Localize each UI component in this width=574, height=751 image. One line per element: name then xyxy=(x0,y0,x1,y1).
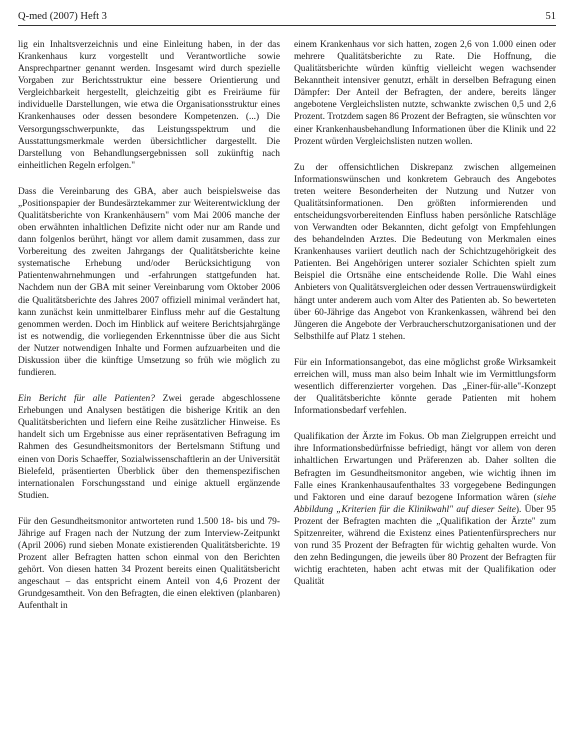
paragraph: Für ein Informationsangebot, das eine möglichst große Wirksamkeit erreichen will, muss man also beim Inhalt wie im Vermittlungsform wesentlich differenzierter vorgehen. Das „Einer-für-alle"-Konzept der Qualitätsberichte könnte gerade Patienten mit hohem Informationsbedarf verfehlen. xyxy=(294,357,556,417)
paragraph: einem Krankenhaus vor sich hatten, zogen 2,6 von 1.000 einen oder mehrere Qualitätsberichte zu Rate. Die Hoffnung, die Qualitätsberichte würden künftig vielleicht wegen wachsender Bekanntheit intensiver genutzt, erhält in derselben Befragung einen Dämpfer: Der Anteil der Befragten, der andere, bereits länger angebotene Vergleichslisten nutzte, schwankte zwischen 0,5 und 2,6 Prozent. Trotzdem sagen 86 Prozent der Befragten, sie wünschten vor einer Krankenhausbehandlung Informationen über die Klinik und 22 Prozent würden Vergleichslisten nutzen wollen. xyxy=(294,40,556,147)
paragraph-text: Zwei gerade abgeschlossene Erhebungen und Analysen bestätigen die bisherige Kritik an den Qualitätsberichten und liefern eine Reihe zusätzlicher Hinweise. Es handelt sich um Ergebnisse aus einer repräsentativen Befragung im Rahmen des Gesundheitsmonitors der Bertelsmann Stiftung und einen von Doris Schaeffer, Sozialwissenschaftlerin an der Universität Bielefeld, präsentierten Überblick über den themenspezifischen internationalen Forschungsstand und einige aktuell ergänzende Studien. xyxy=(18,394,280,501)
paragraph-text: Qualifikation der Ärzte im Fokus. Ob man Zielgruppen erreicht und ihre Informationsbedürfnisse befriedigt, hängt vor allem von deren inhaltlichen Erwartungen und Präferenzen ab. Daher sollten die Befragten im Gesundheitsmonitor angeben, wie wichtig ihnen im Falle eines Krankenhausaufenthaltes 33 vorgegebene Bedingungen und Faktoren und eine darauf bezogene Information wären ( xyxy=(294,432,556,503)
figure-reference: siehe Abbildung „Kriterien für die Klinikwahl" auf dieser Seite xyxy=(294,492,556,515)
paragraph: Dass die Vereinbarung des GBA, aber auch beispielsweise das „Positionspapier der Bundesärztekammer zur Weiterentwicklung der Qualitätsberichte von Krankenhäusern" vom Mai 2006 manche der oben erwähnten inhaltlichen Defizite nicht oder nur am Rande und dann folgenlos berührt, hängt vor allem damit zusammen, dass zur Vorbereitung des zweiten Jahrgangs der Qualitätsberichte keine systematische Erhebung und/oder Berücksichtigung von Patientenwahrnehmungen und -erfahrungen stattgefunden hat. Nachdem nun der GBA mit seiner Vereinbarung vom Oktober 2006 die Qualitätsberichte des Jahres 2007 offiziell minimal verändert hat, kann zunächst kein unmittelbarer Einfluss mehr auf die Gestaltung genommen werden. Doch im Hinblick auf weitere Berichtsjahrgänge ist es notwendig, die vorliegenden Erkenntnisse über die aus Sicht der Nutzer notwendigen Inhalte und Formen aufzuarbeiten und die Diskussion über die künftige Umsetzung so früh wie möglich zu fundieren. xyxy=(18,186,280,379)
header-rule xyxy=(18,25,556,26)
paragraph-text: ). Über 95 Prozent der Befragten machten die „Qualifikation der Ärzte" zum Spitzenreiter, während die Existenz eines Patientenfürsprechers nur von rund 35 Prozent der Befragten für wichtig gehalten wurde. Von den zehn Bedingungen, die jeweils über 80 Prozent der Befragten für wichtig erachteten, haben acht etwas mit der Qualifikation oder Qualität xyxy=(294,504,556,588)
paragraph: lig ein Inhaltsverzeichnis und eine Einleitung haben, in der das Krankenhaus kurz vorgestellt und Verantwortliche sowie Ansprechpartner genannt werden. Insgesamt wird durch spezielle Vorgaben zur Berichtsstruktur eine bessere Orientierung und Vergleichbarkeit hergestellt, gleichzeitig gibt es Freiräume für individuelle Darstellungen, wie etwa die Organisationsstruktur eines Krankenhauses oder dessen besondere Kompetenzen. (...) Die Versorgungsschwerpunkte, das Leistungsspektrum und die Ausstattungsmerkmale werden übersichtlicher dargestellt. Die Darstellung von Behandlungsergebnissen soll zukünftig nach einheitlichen Regeln erfolgen." xyxy=(18,40,280,171)
paragraph xyxy=(18,393,280,502)
paragraph: Für den Gesundheitsmonitor antworteten rund 1.500 18- bis und 79-Jährige auf Fragen nach der Nutzung der zum Interview-Zeitpunkt (April 2006) rund sieben Monate existierenden Qualitätsberichte. 19 Prozent aller Befragten hatten schon einmal von den Berichten gehört. Von diesen hatten 34 Prozent bereits einen Qualitätsbericht angeschaut – das entspricht einem Anteil von 4,6 Prozent der Grundgesamtheit. Von den Befragten, die einen elektiven (planbaren) Aufenthalt in xyxy=(18,516,280,612)
journal-issue: Q-med (2007) Heft 3 xyxy=(18,11,107,22)
page-number: 51 xyxy=(545,11,556,22)
paragraph xyxy=(294,431,556,588)
right-column xyxy=(294,39,556,588)
running-head xyxy=(18,10,556,24)
paragraph: Zu der offensichtlichen Diskrepanz zwischen allgemeinen Informationswünschen und konkretem Gebrauch des Angebotes treten weitere Besonderheiten der Nutzung und Nutzer von Qualitätsinformationen. Den größten informierenden und entscheidungsvorbereitenden Einfluss haben persönliche Ratschläge von Verwandten oder Bekannten, dicht gefolgt von Empfehlungen des behandelnden Arztes. Die Bedeutung von Merkmalen eines Krankenhauses variiert deutlich nach der Schichtzugehörigkeit des Patienten. Bei Angehörigen unterer sozialer Schichten spielt zum Beispiel die Ortsnähe eine entscheidende Rolle. Die Wahl eines Anbieters von Qualitätsvergleichen oder dessen Vertrauenswürdigkeit hängt unter anderem auch vom Alter des Patienten ab. So bewerteten über 60-Jährige das Angebot von Krankenkassen, während bei den Jüngeren die Angebote der Verbraucherschutzorganisationen und der Selbsthilfe auf Platz 1 stehen. xyxy=(294,162,556,342)
section-lead: Ein Bericht für alle Patienten? xyxy=(18,394,155,405)
left-column xyxy=(18,39,280,612)
